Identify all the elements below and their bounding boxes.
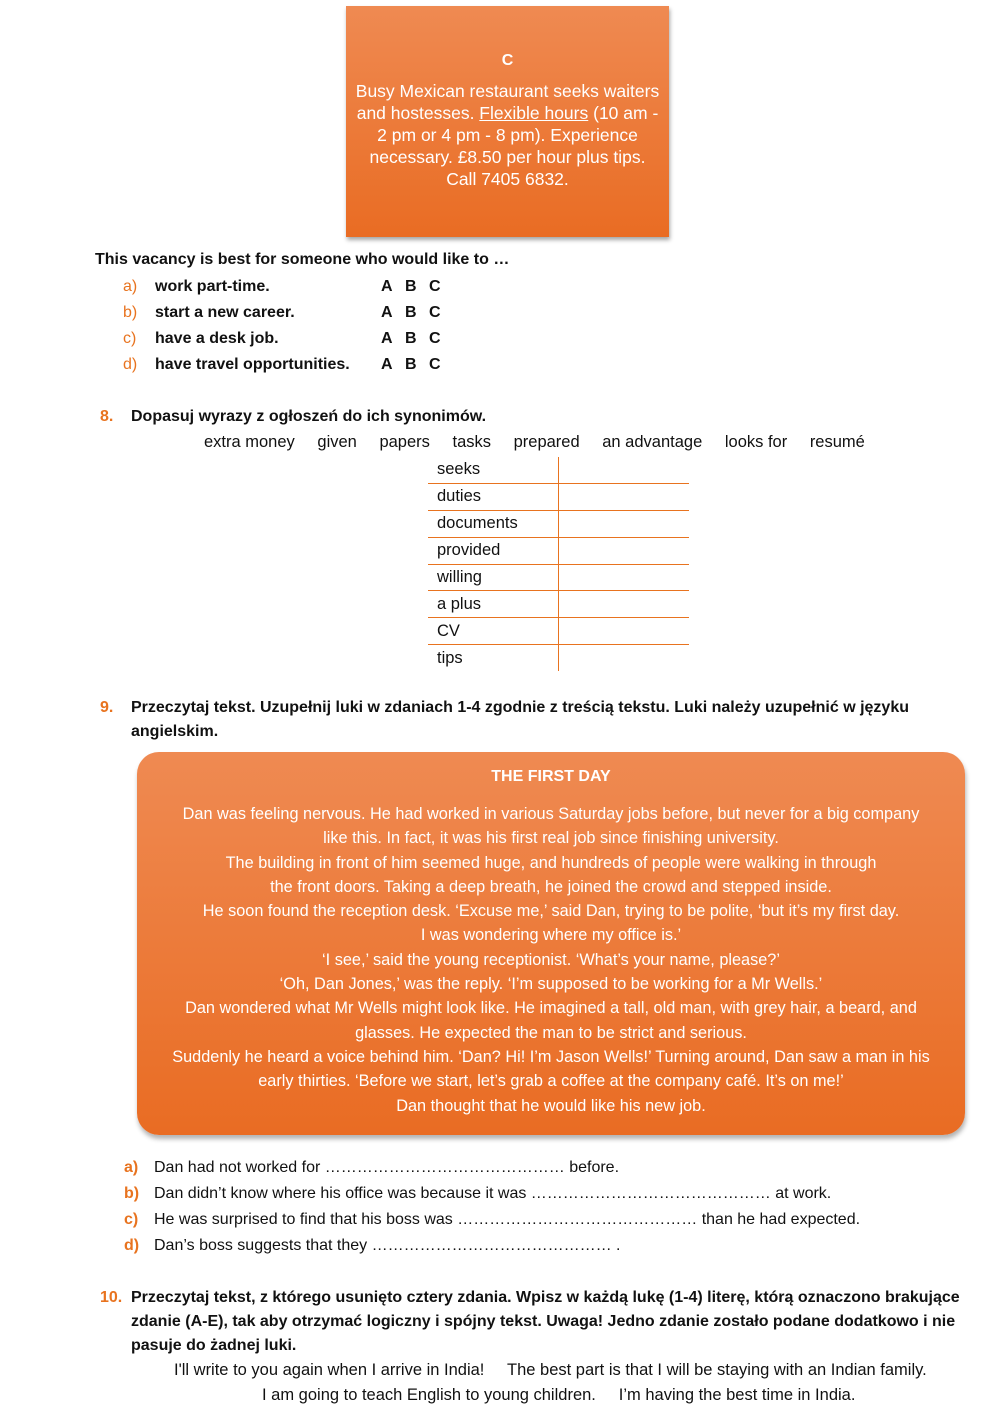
gap-sentence[interactable]: c) He was surprised to find that his boss was ……………………………………… than he had expected.	[124, 1211, 861, 1228]
job-ad-c	[346, 6, 669, 237]
word-bank-item: an advantage	[602, 433, 703, 451]
answer-cell[interactable]	[559, 591, 690, 618]
abc-choices[interactable]: A B C	[381, 330, 441, 347]
abc-choices[interactable]: A B C	[381, 356, 441, 373]
answer-cell[interactable]	[559, 537, 690, 564]
word-bank	[204, 433, 883, 452]
word-bank-item: papers	[379, 433, 430, 451]
sentence-options-line1: I'll write to you again when I arrive in India! The best part is that I will be staying with an Indian family.	[174, 1361, 927, 1379]
gap-sentence[interactable]: a) Dan had not worked for ……………………………………… before.	[124, 1159, 620, 1176]
table-row: tips	[428, 645, 689, 671]
word-bank-item: looks for	[724, 433, 788, 451]
answer-cell[interactable]	[559, 510, 690, 537]
table-row: duties	[428, 483, 689, 510]
gap-sentence[interactable]: b) Dan didn’t know where his office was because it was ……………………………………… at work.	[124, 1185, 832, 1202]
table-row: documents	[428, 510, 689, 537]
option-row: d) have travel opportunities. A B C	[123, 355, 453, 381]
sentence-options-line2: I am going to teach English to young children. I’m having the best time in India.	[262, 1386, 856, 1404]
word-bank-item: given	[317, 433, 357, 451]
story-title: THE FIRST DAY	[491, 768, 611, 785]
table-row: seeks	[428, 457, 689, 483]
abc-choices[interactable]: A B C	[381, 304, 441, 321]
task10-heading: 10. Przeczytaj tekst, z którego usunięto cztery zdania. Wpisz w każdą lukę (1-4) literę, którą oznaczono brakujące zdanie (A-E), tak aby otrzymać logiczny i spójny tekst. Uwaga! Jedno zdanie zostało podane dodatkowo i nie pasuje do żadnej luki.	[100, 1289, 960, 1354]
ad-letter: C	[501, 52, 514, 69]
option-row: a) work part-time. A B C	[123, 277, 453, 303]
table-row: CV	[428, 618, 689, 645]
answer-cell[interactable]	[559, 618, 690, 645]
table-row: a plus	[428, 591, 689, 618]
option-row: c) have a desk job. A B C	[123, 329, 453, 355]
story-text: Dan was feeling nervous. He had worked in various Saturday jobs before, but never for a big company like this. In fact, it was his first real job since finishing university. The building in front of him seemed huge, and hundreds of people were walking in through the front doors. Taking a deep breath, he joined the crowd and stepped inside. He soon found the reception desk. ‘Excuse me,’ said Dan, trying to be polite, ‘but it’s my first day. I was wondering where my office is.’ ‘I see,’ said the young receptionist. ‘What’s your name, please?’ ‘Oh, Dan Jones,’ was the reply. ‘I’m supposed to be working for a Mr Wells.’ Dan wondered what Mr Wells might look like. He imagined a tall, old man, with grey hair, a beard, and glasses. He expected the man to be strict and serious. Suddenly he heard a voice behind him. ‘Dan? Hi! I’m Jason Wells!’ Turning around, Dan saw a man in his early thirties. ‘Before we start, let’s grab a coffee at the company café. It’s on me!’ Dan thought that he would like his new job.	[172, 805, 930, 1115]
task8-heading: 8. Dopasuj wyrazy z ogłoszeń do ich synonimów.	[100, 408, 487, 425]
word-bank-item: resumé	[809, 433, 865, 451]
answer-cell[interactable]	[559, 645, 690, 671]
table-row: provided	[428, 537, 689, 564]
vacancy-question: This vacancy is best for someone who would like to …	[95, 251, 510, 268]
story-box	[137, 752, 965, 1135]
gap-fill-list	[124, 1158, 860, 1262]
word-bank-item: prepared	[513, 433, 580, 451]
vacancy-options	[123, 277, 453, 381]
option-row: b) start a new career. A B C	[123, 303, 453, 329]
ad-text: Busy Mexican restaurant seeks waiters and hostesses. Flexible hours (10 am - 2 pm or 4 pm - 8 pm). Experience necessary. £8.50 per hour plus tips. Call 7405 6832.	[355, 81, 660, 189]
word-bank-item: extra money	[204, 433, 295, 451]
answer-cell[interactable]	[559, 457, 690, 483]
ad-underlined: Flexible hours	[479, 103, 589, 123]
table-row: willing	[428, 564, 689, 591]
synonym-table	[428, 457, 689, 671]
answer-cell[interactable]	[559, 483, 690, 510]
gap-sentence[interactable]: d) Dan’s boss suggests that they ……………………………………… .	[124, 1237, 621, 1254]
answer-cell[interactable]	[559, 564, 690, 591]
word-bank-item: tasks	[452, 433, 491, 451]
task9-heading: 9. Przeczytaj tekst. Uzupełnij luki w zdaniach 1-4 zgodnie z treścią tekstu. Luki należy uzupełnić w języku angielskim.	[100, 699, 909, 740]
abc-choices[interactable]: A B C	[381, 278, 441, 295]
